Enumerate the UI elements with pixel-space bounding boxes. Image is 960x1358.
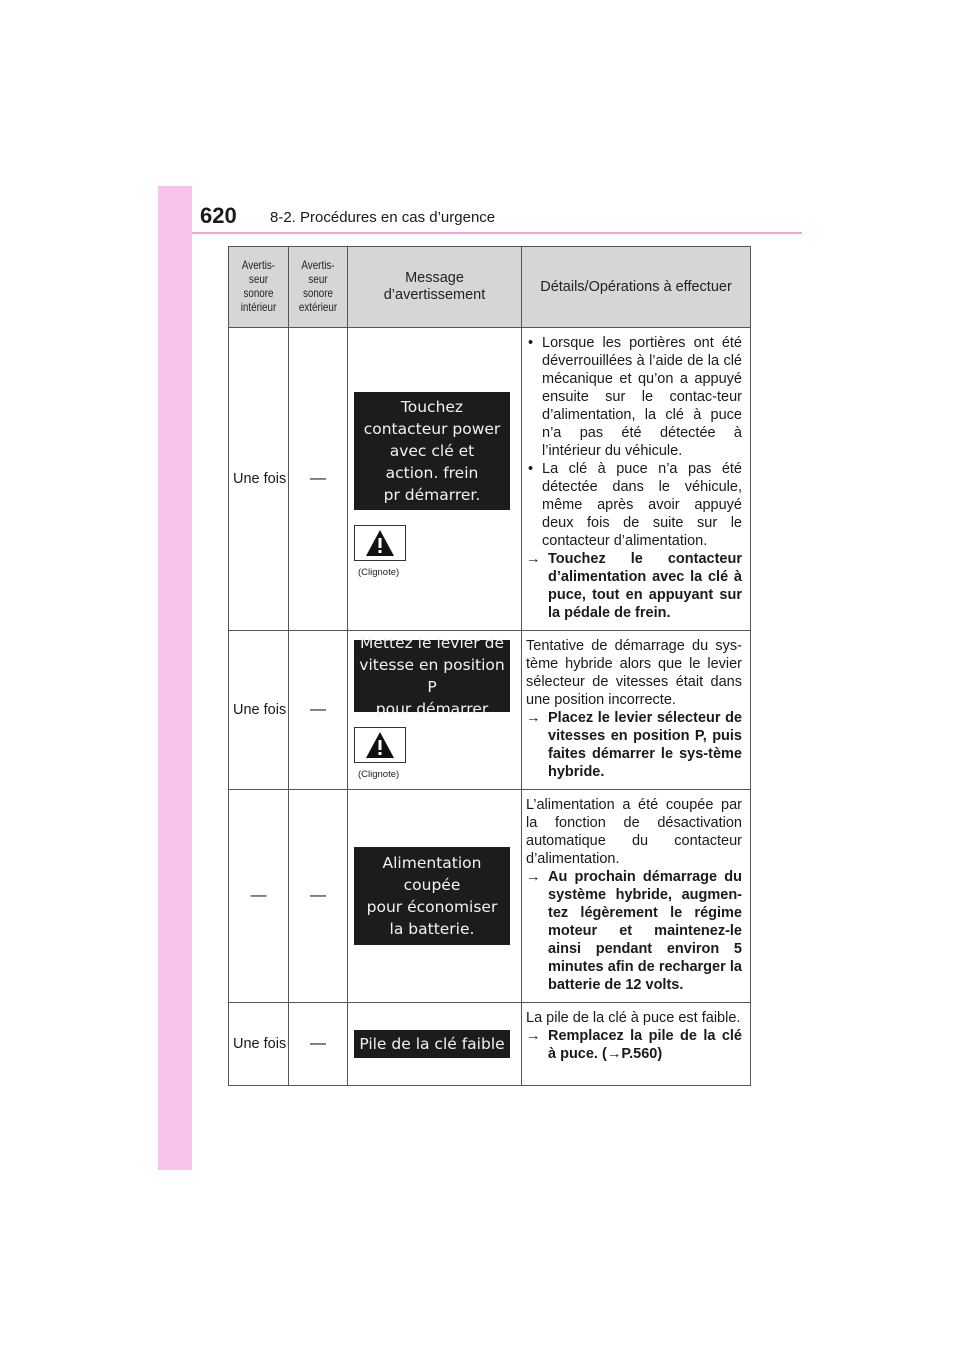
header-outer-buzzer: Avertis-seur sonore extérieur <box>289 247 348 328</box>
detail-action: → Touchez le contacteur d’alimentation avec la clé à puce, tout en appuyant sur la pédale de frein. <box>526 551 742 621</box>
inner-buzzer-cell: — <box>229 790 289 1003</box>
table-row <box>229 328 751 631</box>
details-cell <box>522 1003 751 1086</box>
details-cell <box>522 328 751 631</box>
outer-buzzer-cell: — <box>289 1003 348 1086</box>
header-message: Message d’avertissement <box>348 247 522 328</box>
blink-label: (Clignote) <box>358 567 400 578</box>
header-divider <box>192 232 802 234</box>
warning-message-screen: Pile de la clé faible <box>354 1030 510 1058</box>
message-cell <box>348 1003 522 1086</box>
blink-label: (Clignote) <box>358 769 400 780</box>
header-inner-buzzer: Avertis-seur sonore intérieur <box>229 247 289 328</box>
detail-text: Tentative de démarrage du sys-tème hybride alors que le levier sélecteur de vitesses était dans une position incorrecte. <box>526 638 742 708</box>
outer-buzzer-cell: — <box>289 631 348 790</box>
detail-bullet: • La clé à puce n’a pas été détectée dans le véhicule, même après avoir appuyé deux fois de suite sur le contacteur d’alimentation. <box>528 461 742 549</box>
warning-message-screen: Alimentation coupée pour économiser la batterie. <box>354 847 510 945</box>
header-details: Détails/Opérations à effectuer <box>522 247 751 328</box>
detail-action: → Remplacez la pile de la clé à puce. (→P.560) <box>526 1028 742 1062</box>
section-title: 8-2. Procédures en cas d’urgence <box>270 209 496 226</box>
details-cell <box>522 790 751 1003</box>
message-cell <box>348 631 522 790</box>
page-number: 620 <box>200 203 237 228</box>
outer-buzzer-cell: — <box>289 328 348 631</box>
exclamation-triangle-icon <box>354 525 406 561</box>
message-cell <box>348 328 522 631</box>
table-row <box>229 1003 751 1086</box>
warning-table <box>228 246 751 1086</box>
inner-buzzer-cell: Une fois <box>229 328 289 631</box>
table-header-row <box>229 247 751 328</box>
table-row <box>229 631 751 790</box>
inner-buzzer-cell: Une fois <box>229 631 289 790</box>
detail-text: L’alimentation a été coupée par la fonction de désactivation automatique du contacteur d’alimentation. <box>526 797 742 867</box>
message-cell <box>348 790 522 1003</box>
inner-buzzer-cell: Une fois <box>229 1003 289 1086</box>
outer-buzzer-cell: — <box>289 790 348 1003</box>
detail-text: La pile de la clé à puce est faible. <box>526 1010 741 1026</box>
details-cell <box>522 631 751 790</box>
warning-message-screen: Touchez contacteur power avec clé et action. frein pr démarrer. <box>354 392 510 510</box>
exclamation-triangle-icon <box>354 727 406 763</box>
chapter-tab-sidebar <box>158 186 192 1170</box>
detail-action: → Placez le levier sélecteur de vitesses en position P, puis faites démarrer le sys-tème hybride. <box>526 710 742 780</box>
table-row <box>229 790 751 1003</box>
detail-action: → Au prochain démarrage du système hybride, augmen-tez légèrement le régime moteur et maintenez-le ainsi pendant environ 5 minutes afin de recharger la batterie de 12 volts. <box>526 869 742 993</box>
detail-bullet: • Lorsque les portières ont été déverrouillées à l’aide de la clé mécanique et qu’on a appuyé ensuite sur le contac-teur d’alimentation, la clé à puce n’a pas été détectée à l’intérieur du véhicule. <box>528 335 742 459</box>
warning-message-screen: Mettez le levier de vitesse en position P pour démarrer <box>354 640 510 712</box>
